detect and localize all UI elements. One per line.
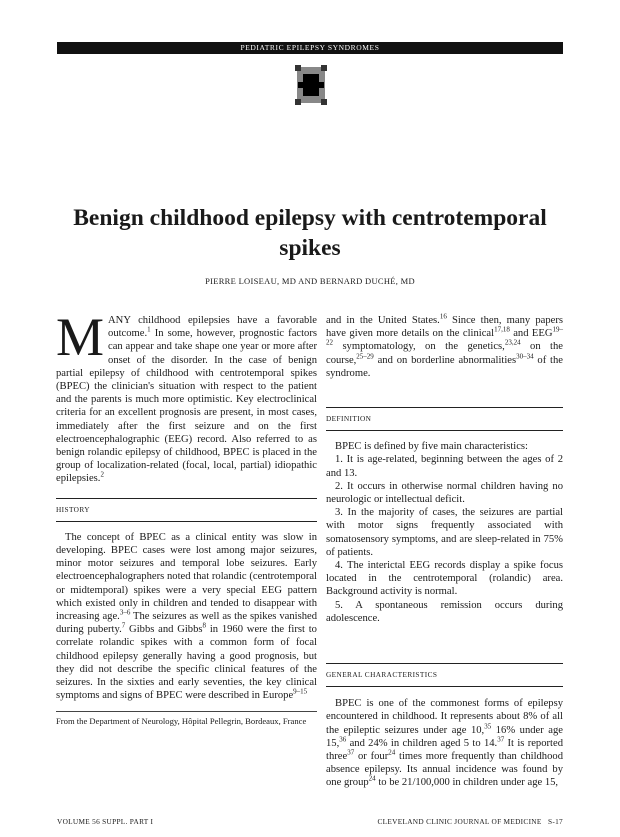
right-column xyxy=(326,314,563,790)
intro-paragraph: MANY childhood epilepsies have a favorable outcome.$^1$ In some, however, prognostic factors can appear and take shape one year or more after onset of the disorder. In the case of benign partial epilepsy of childhood with centrotemporal spikes (BPEC) the clinician's situation with respect to the patient and the parents is much more optimistic. Key electroclinical criteria for an excellent prognosis are present, in most cases, immediately after the first seizure and on the first electroencephalographic (EEG) record. Also referred to as benign rolandic epilepsy of childhood, BPEC is placed in the group of localization-related (focal, local, partial) idiopathic epilepsies.$^2$ xyxy=(56,307,317,485)
running-header xyxy=(57,42,563,54)
footer-journal-page: CLEVELAND CLINIC JOURNAL OF MEDICINE S-17 xyxy=(377,817,563,826)
section-heading-general-characteristics: GENERAL CHARACTERISTICS xyxy=(326,663,563,687)
footnote-divider xyxy=(56,711,317,712)
section-heading-history: HISTORY xyxy=(56,498,317,522)
left-column xyxy=(56,307,317,727)
affiliation-footnote: From the Department of Neurology, Hôpital Pellegrin, Bordeaux, France xyxy=(56,716,307,727)
article-authors: PIERRE LOISEAU, MD AND BERNARD DUCHÉ, MD xyxy=(205,276,415,286)
history-continued: and in the United States.$^{16}$ Since then, many papers have given more details on the clinical$^{17,18}$ and EEG$^{19-22}$ symptomatology, on the genetics,$^{23,24}$ on the course,$^{25-29}$ and on borderline abnormalities$^{30-34}$ of the syndrome. xyxy=(326,312,563,379)
general-paragraph: BPEC is one of the commonest forms of epilepsy encountered in childhood. It represents about 8% of all the epileptic seizures under age 10,35 16% under age 15,36 and 24% in children aged 5 to 14.37 It is reported three$^{37}$ or four$^{24}$ times more frequently than childhood absence epilepsy. Its annual incidence was found by one group$^{24}$ to be 21/100,000 in children under age 15, xyxy=(326,698,564,789)
journal-logo-icon xyxy=(295,65,327,105)
definition-item: 2. It occurs in otherwise normal children having no neurologic or intellectual deficit. xyxy=(326,480,563,506)
history-paragraph: The concept of BPEC as a clinical entity was slow in developing. BPEC cases were lost among major seizures, minor motor seizures and temporal lobe seizures. Early electroencephalographers noted that rolandic (centrotemporal or midtemporal) spikes were a very special EEG pattern which existed only in children and tended to disappear with increasing age.$^{3-6}$ The seizures as well as the spikes vanished during puberty.$^7$ Gibbs and Gibbs$^8$ in 1960 were the first to correlate rolandic spikes with a common form of focal childhood epilepsy generally having a good prognosis, but they did not describe the specific clinical features of the seizures. In the sixties and early seventies, the key clinical symptoms and signs of BPEC were described in Europe$^{9-15}$ xyxy=(56,531,317,702)
section-heading-definition: DEFINITION xyxy=(326,407,563,431)
definition-item: 3. In the majority of cases, the seizures are partial with motor signs frequently associated with somatosensory symptoms, and are sleep-related in 75% of patients. xyxy=(326,507,563,558)
article-title: Benign childhood epilepsy with centrotemporal spikes xyxy=(73,205,547,261)
definition-item: 5. A spontaneous remission occurs during adolescence. xyxy=(326,599,563,624)
footer-volume: VOLUME 56 SUPPL. PART I xyxy=(57,817,154,826)
drop-cap: M xyxy=(56,307,105,367)
definition-item: 4. The interictal EEG records display a spike focus located in the centrotemporal (rolandic) area. Background activity is normal. xyxy=(326,560,563,598)
definition-intro: BPEC is defined by five main characteristics: xyxy=(335,441,528,453)
running-title: PEDIATRIC EPILEPSY SYNDROMES xyxy=(240,43,380,52)
definition-item: 1. It is age-related, beginning between the ages of 2 and 13. xyxy=(326,454,563,479)
